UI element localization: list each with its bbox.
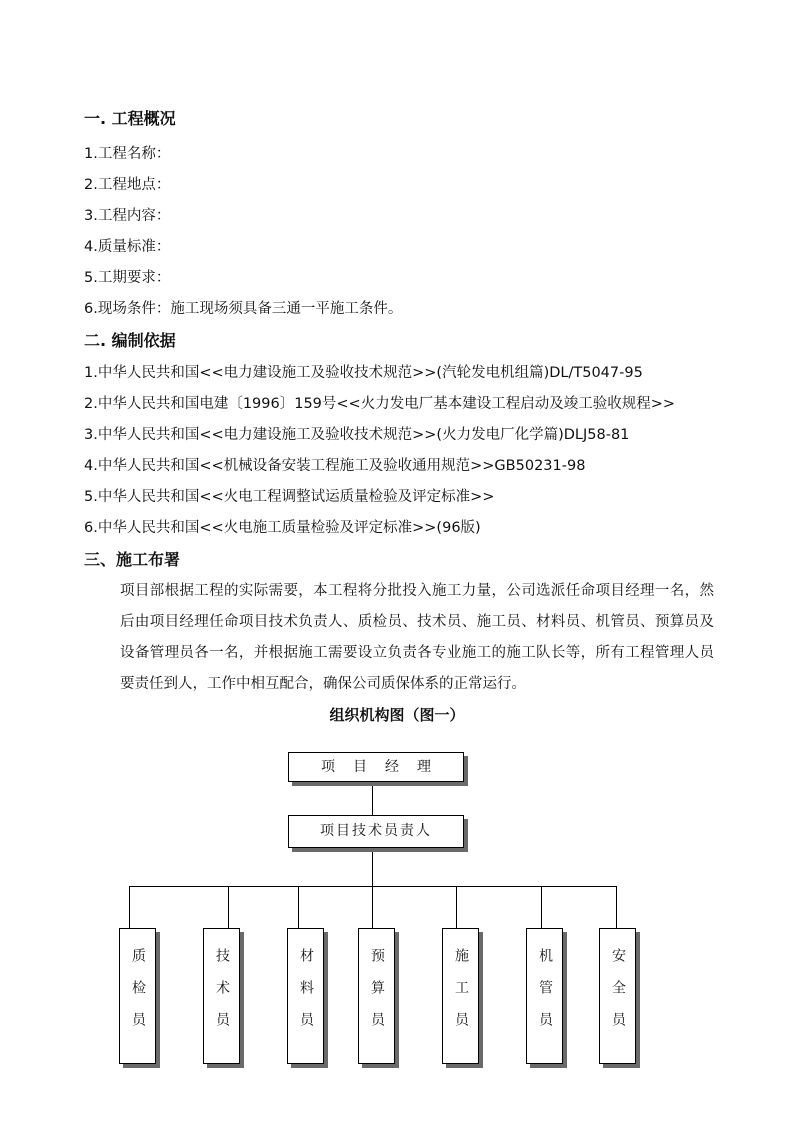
connector-drop-4 — [372, 886, 373, 928]
org-box-technical-lead: 项目技术员责人 — [288, 815, 464, 848]
connector-top-to-middle — [372, 782, 373, 815]
org-box-construction-officer: 施工员 — [442, 928, 479, 1064]
section1-item-2: 2.工程地点： — [84, 177, 171, 193]
section1-item-5: 5.工期要求： — [84, 270, 171, 286]
connector-drop-6 — [541, 886, 542, 928]
connector-middle-to-bus — [372, 848, 373, 886]
connector-drop-2 — [228, 886, 229, 928]
org-box-quality-inspector: 质检员 — [119, 928, 156, 1064]
section1-item-1: 1.工程名称： — [84, 146, 171, 162]
section2-heading: 二. 编制依据 — [84, 331, 176, 350]
paragraph-text: 项目部根据工程的实际需要，本工程将分批投入施工力量，公司选派任命项目经理一名，然后由项目经理任命项目技术负责人、质检员、技术员、施工员、材料员、机管员、预算员及设备管理员各一名，并根据施工需要设立负责各专业施工的施工队长等，所有工程管理人员要责任到人，工作中相互配合，确保公司质保体系的正常运行。 — [120, 583, 714, 692]
org-box-machinery-officer: 机管员 — [526, 928, 563, 1064]
section1-item-3: 3.工程内容： — [84, 208, 171, 224]
org-box-project-manager: 项目经理 — [288, 752, 464, 782]
section2-item-6: 6.中华人民共和国<<火电施工质量检验及评定标准>>(96版) — [84, 520, 481, 536]
org-chart-caption: 组织机构图（图一） — [329, 706, 465, 724]
org-box-safety-officer: 安全员 — [599, 928, 636, 1064]
connector-drop-3 — [298, 886, 299, 928]
section2-item-4: 4.中华人民共和国<<机械设备安装工程施工及验收通用规范>>GB50231-98 — [84, 458, 586, 474]
section3-heading: 三、施工布署 — [84, 550, 181, 569]
section2-item-5: 5.中华人民共和国<<火电工程调整试运质量检验及评定标准>> — [84, 489, 495, 505]
section1-item-4: 4.质量标准： — [84, 239, 171, 255]
org-box-budget-officer: 预算员 — [358, 928, 395, 1064]
org-box-materials-officer: 材料员 — [287, 928, 324, 1064]
section2-item-2: 2.中华人民共和国电建〔1996〕159号<<火力发电厂基本建设工程启动及竣工验收规程>> — [84, 396, 676, 412]
connector-drop-1 — [129, 886, 130, 928]
section2-item-3: 3.中华人民共和国<<电力建设施工及验收技术规范>>(火力发电厂化学篇)DLJ58-81 — [84, 427, 630, 443]
connector-drop-7 — [616, 886, 617, 928]
connector-drop-5 — [456, 886, 457, 928]
section2-item-1: 1.中华人民共和国<<电力建设施工及验收技术规范>>(汽轮发电机组篇)DL/T5047-95 — [84, 365, 643, 381]
section1-heading: 一. 工程概况 — [84, 109, 176, 128]
section1-item-6: 6.现场条件：施工现场须具备三通一平施工条件。 — [84, 301, 403, 317]
org-box-technician: 技术员 — [203, 928, 240, 1064]
